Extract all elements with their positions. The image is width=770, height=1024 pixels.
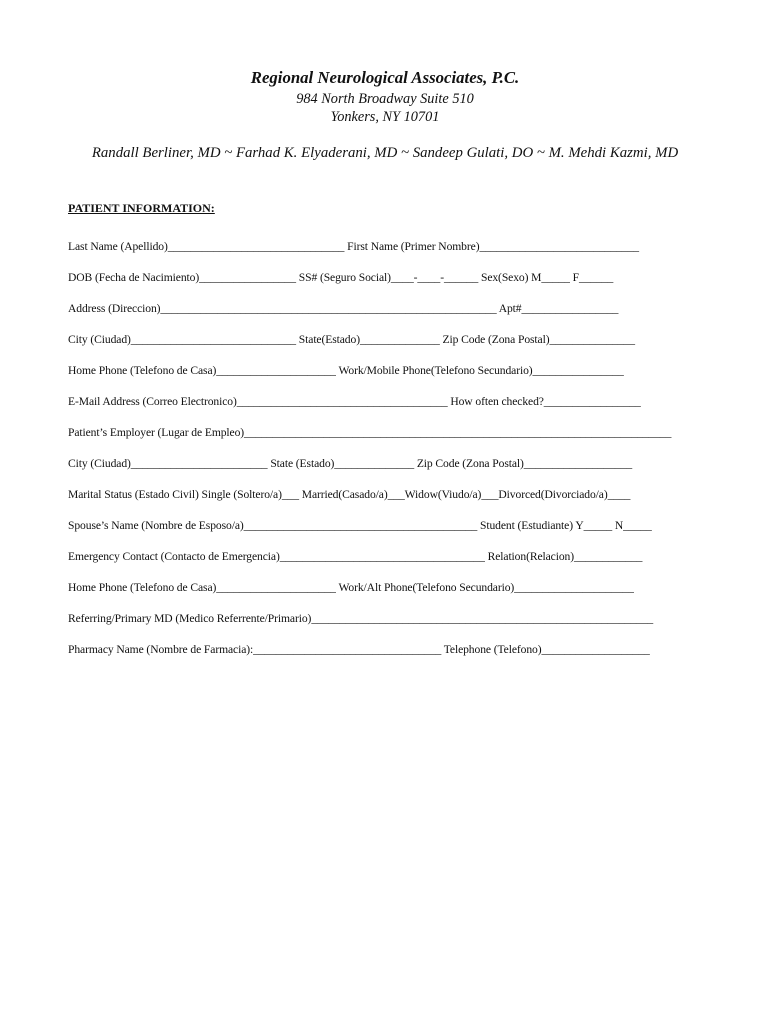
- student-field[interactable]: Student (Estudiante) Y_____ N_____: [477, 519, 652, 532]
- form-row-email: [68, 395, 641, 408]
- last-name-field[interactable]: Last Name (Apellido)_______________________________: [68, 240, 345, 253]
- employer-state-field[interactable]: State (Estado)______________: [267, 457, 415, 470]
- spouse-name-field[interactable]: Spouse’s Name (Nombre de Esposo/a)_________________________________________: [68, 519, 478, 532]
- employer-field[interactable]: Patient’s Employer (Lugar de Empleo)___________________________________________________________________________: [68, 426, 672, 439]
- pharmacy-telephone-field[interactable]: Telephone (Telefono)___________________: [441, 643, 650, 656]
- form-row-phones: [68, 364, 624, 377]
- address-line-1: 984 North Broadway Suite 510: [296, 91, 474, 107]
- sex-field[interactable]: Sex(Sexo) M_____ F______: [478, 271, 614, 284]
- apt-field[interactable]: Apt#_________________: [496, 302, 619, 315]
- state-field[interactable]: State(Estado)______________: [296, 333, 440, 346]
- practice-name: Regional Neurological Associates, P.C.: [250, 68, 520, 87]
- form-row-pharmacy: [68, 643, 650, 656]
- form-row-emergency-phones: [68, 581, 634, 594]
- form-row-names: [68, 240, 639, 253]
- form-row-emergency: [68, 550, 642, 563]
- form-row-dob: [68, 271, 613, 284]
- marital-status-field[interactable]: Marital Status (Estado Civil) Single (Soltero/a)___ Married(Casado/a)___Widow(Viudo/a)___Divorced(Divorciado/a)____: [68, 488, 631, 501]
- work-mobile-phone-field[interactable]: Work/Mobile Phone(Telefono Secundario)________________: [335, 364, 624, 377]
- how-often-checked-field[interactable]: How often checked?_________________: [447, 395, 641, 408]
- emergency-home-phone-field[interactable]: Home Phone (Telefono de Casa)_____________________: [68, 581, 336, 594]
- pharmacy-name-field[interactable]: Pharmacy Name (Nombre de Farmacia):_________________________________: [68, 643, 442, 656]
- city-field[interactable]: City (Ciudad)_____________________________: [68, 333, 296, 346]
- form-row-spouse: [68, 519, 652, 532]
- employer-city-field[interactable]: City (Ciudad)________________________: [68, 457, 268, 470]
- doctors-list: Randall Berliner, MD ~ Farhad K. Elyaderani, MD ~ Sandeep Gulati, DO ~ M. Mehdi Kazmi, MD: [91, 145, 679, 161]
- home-phone-field[interactable]: Home Phone (Telefono de Casa)_____________________: [68, 364, 336, 377]
- email-field[interactable]: E-Mail Address (Correo Electronico)_____________________________________: [68, 395, 448, 408]
- form-row-address: [68, 302, 618, 315]
- first-name-field[interactable]: First Name (Primer Nombre)____________________________: [344, 240, 639, 253]
- form-row-marital: [68, 488, 630, 501]
- dob-field[interactable]: DOB (Fecha de Nacimiento)_________________: [68, 271, 296, 284]
- work-alt-phone-field[interactable]: Work/Alt Phone(Telefono Secundario)_____________________: [335, 581, 634, 594]
- employer-zip-field[interactable]: Zip Code (Zona Postal)___________________: [414, 457, 633, 470]
- relation-field[interactable]: Relation(Relacion)____________: [484, 550, 643, 563]
- form-row-referring: [68, 612, 653, 625]
- form-row-employer-city: [68, 457, 632, 470]
- referring-md-field[interactable]: Referring/Primary MD (Medico Referrente/Primario)____________________________________________________________: [68, 612, 654, 625]
- form-row-employer: [68, 426, 671, 439]
- zip-field[interactable]: Zip Code (Zona Postal)_______________: [439, 333, 635, 346]
- form-row-city: [68, 333, 635, 346]
- ssn-field[interactable]: SS# (Seguro Social)____-____-______: [295, 271, 479, 284]
- emergency-contact-field[interactable]: Emergency Contact (Contacto de Emergencia)____________________________________: [68, 550, 485, 563]
- address-field[interactable]: Address (Direccion)___________________________________________________________: [68, 302, 497, 315]
- patient-information-heading: PATIENT INFORMATION:: [68, 201, 215, 215]
- address-line-2: Yonkers, NY 10701: [330, 109, 440, 125]
